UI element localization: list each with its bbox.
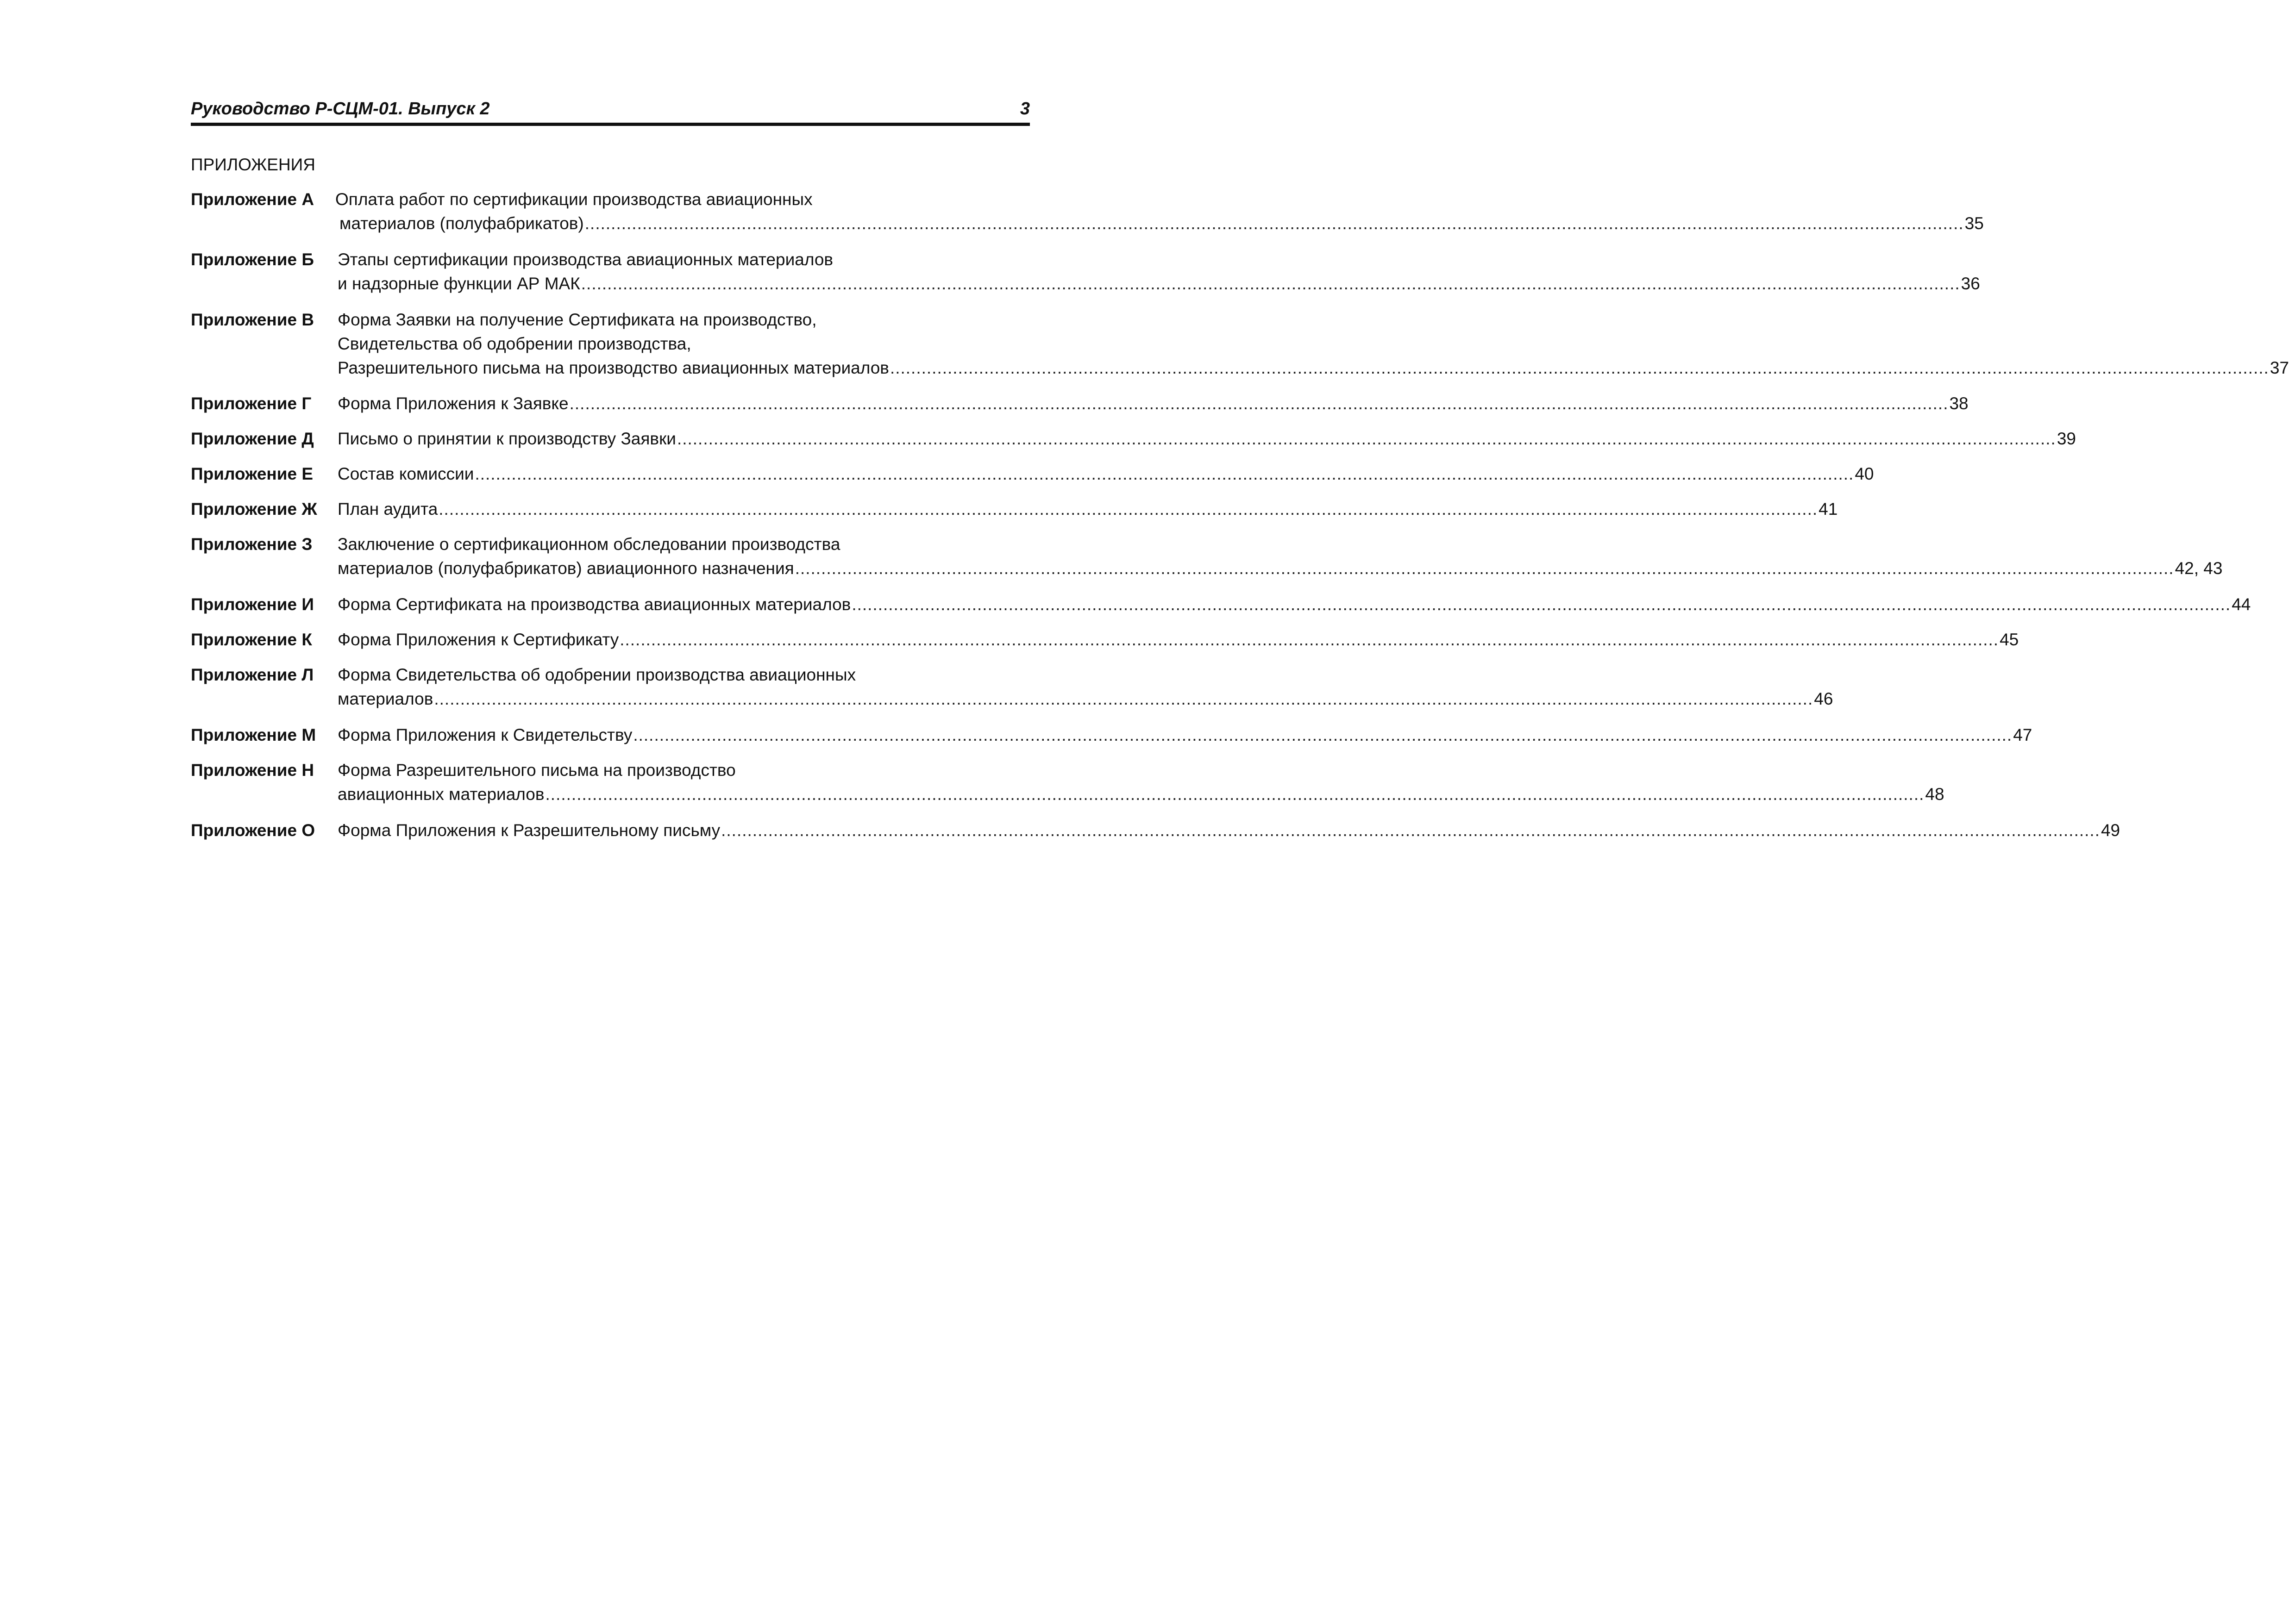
toc-entry-text: и надзорные функции АР МАК	[338, 274, 580, 293]
toc-entry-last-line	[338, 427, 2076, 451]
toc-entry-label: Приложение Н	[191, 761, 314, 780]
toc-entry-page: 40	[1855, 464, 1874, 483]
toc-entry-line: Форма Заявки на получение Сертификата на производство,	[338, 310, 817, 329]
toc-entry-body	[338, 818, 2120, 843]
toc-entry-line: Форма Разрешительного письма на производство	[338, 761, 736, 780]
toc-entry-body	[338, 532, 2223, 581]
toc-entry-page: 36	[1961, 274, 1980, 293]
toc-entry-page: 39	[2057, 429, 2076, 448]
toc-entry-label: Приложение Ж	[191, 500, 317, 518]
toc-entry-label: Приложение М	[191, 725, 316, 744]
toc-dot-leader: ........................................................................................................................................................................................................................................................................	[677, 429, 2056, 448]
toc-entry-body	[338, 723, 2032, 747]
toc-dot-leader: ........................................................................................................................................................................................................................................................................	[584, 214, 1964, 233]
toc-entry-body	[338, 427, 2076, 451]
toc-entry-page: 41	[1819, 500, 1838, 518]
toc-entry-page: 44	[2232, 595, 2251, 614]
toc-entry-text: Состав комиссии	[338, 464, 474, 483]
toc-dot-leader: ........................................................................................................................................................................................................................................................................	[620, 630, 1999, 649]
toc-entry-text: Форма Приложения к Разрешительному письму	[338, 821, 721, 840]
toc-dot-leader: ........................................................................................................................................................................................................................................................................	[569, 394, 1949, 413]
toc-entry-label: Приложение И	[191, 595, 314, 614]
toc-entry-text: Разрешительного письма на производство авиационных материалов	[338, 358, 889, 377]
header-title: Руководство Р-СЦМ-01. Выпуск 2	[191, 99, 490, 119]
toc-entry-last-line	[338, 723, 2032, 747]
toc-entry-page: 47	[2013, 725, 2032, 744]
toc-entry-body	[338, 308, 2289, 380]
toc-entry-body	[335, 187, 1984, 236]
toc-entry-last-line	[338, 818, 2120, 843]
toc-entry-text: Форма Сертификата на производства авиационных материалов	[338, 595, 851, 614]
toc-entry-label: Приложение В	[191, 310, 314, 329]
toc-entry-text: План аудита	[338, 500, 438, 518]
toc-entry-last-line	[338, 497, 1838, 521]
toc-entry-line: Этапы сертификации производства авиационных материалов	[338, 250, 834, 269]
toc-entry-last-line	[338, 356, 2289, 380]
toc-entry-body	[338, 497, 1838, 521]
toc-entry-label: Приложение Д	[191, 429, 314, 448]
header-rule	[191, 123, 1030, 126]
toc-entry-text: материалов (полуфабрикатов) авиационного назначения	[338, 559, 794, 578]
toc-entry-last-line	[338, 272, 1980, 296]
toc-entry-last-line	[338, 392, 1969, 416]
toc-entry-text: материалов	[338, 689, 433, 708]
toc-entry-line: Форма Свидетельства об одобрении производства авиационных	[338, 665, 856, 684]
toc-dot-leader: ........................................................................................................................................................................................................................................................................	[721, 821, 2100, 840]
toc-entry-page: 42, 43	[2175, 559, 2223, 578]
toc-entry-page: 38	[1949, 394, 1969, 413]
toc-entry-body	[338, 663, 1833, 711]
toc-dot-leader: ........................................................................................................................................................................................................................................................................	[581, 274, 1960, 293]
toc-entry-last-line	[338, 628, 2019, 652]
toc-entry-body	[338, 248, 1980, 296]
toc-entry-line: Заключение о сертификационном обследовании производства	[338, 535, 840, 554]
toc-entry-text: авиационных материалов	[338, 785, 545, 804]
toc-entry-last-line	[338, 556, 2223, 581]
toc-entry-label: Приложение Б	[191, 250, 314, 269]
toc-entry-label: Приложение А	[191, 190, 314, 209]
toc-entry-page: 49	[2101, 821, 2120, 840]
toc-entry-text: Форма Приложения к Заявке	[338, 394, 569, 413]
toc-entry-text: материалов (полуфабрикатов)	[339, 214, 584, 233]
toc-entry-last-line	[338, 687, 1833, 711]
toc-entry-label: Приложение О	[191, 821, 315, 840]
toc-entry-body	[338, 758, 1944, 806]
toc-entry-body	[338, 392, 1969, 416]
toc-entry-page: 45	[2000, 630, 2019, 649]
toc-entry-text: Форма Приложения к Свидетельству	[338, 725, 633, 744]
toc-entry-line: Оплата работ по сертификации производства авиационных	[335, 190, 813, 209]
toc-entry-label: Приложение З	[191, 535, 313, 554]
toc-entry-text: Письмо о принятии к производству Заявки	[338, 429, 676, 448]
toc-dot-leader: ........................................................................................................................................................................................................................................................................	[795, 559, 2174, 578]
toc-dot-leader: ........................................................................................................................................................................................................................................................................	[633, 725, 2013, 744]
toc-dot-leader: ........................................................................................................................................................................................................................................................................	[890, 358, 2269, 377]
toc-entry-page: 37	[2270, 358, 2289, 377]
toc-dot-leader: ........................................................................................................................................................................................................................................................................	[852, 595, 2231, 614]
toc-dot-leader: ........................................................................................................................................................................................................................................................................	[545, 785, 1925, 804]
toc-entry-body	[338, 628, 2019, 652]
toc-dot-leader: ........................................................................................................................................................................................................................................................................	[475, 464, 1854, 483]
toc-entry-last-line	[338, 782, 1944, 806]
running-header	[191, 95, 1030, 125]
toc-dot-leader: ........................................................................................................................................................................................................................................................................	[439, 500, 1818, 518]
section-title: ПРИЛОЖЕНИЯ	[191, 155, 315, 174]
toc-entry-label: Приложение К	[191, 630, 312, 649]
toc-entry-line: Свидетельства об одобрении производства,	[338, 334, 691, 353]
header-page-number: 3	[1020, 99, 1030, 119]
toc-entry-label: Приложение Е	[191, 464, 314, 483]
toc-entry-label: Приложение Л	[191, 665, 314, 684]
toc-entry-last-line	[338, 593, 2251, 617]
toc-entry-last-line	[335, 212, 1984, 236]
toc-entry-last-line	[338, 462, 1874, 486]
toc-entry-label: Приложение Г	[191, 394, 312, 413]
toc-dot-leader: ........................................................................................................................................................................................................................................................................	[434, 689, 1813, 708]
toc-entry-page: 48	[1925, 785, 1944, 804]
toc-entry-page: 35	[1964, 214, 1984, 233]
toc-entry-text: Форма Приложения к Сертификату	[338, 630, 619, 649]
toc-entry-page: 46	[1814, 689, 1833, 708]
toc-entry-body	[338, 462, 1874, 486]
toc-entry-body	[338, 593, 2251, 617]
